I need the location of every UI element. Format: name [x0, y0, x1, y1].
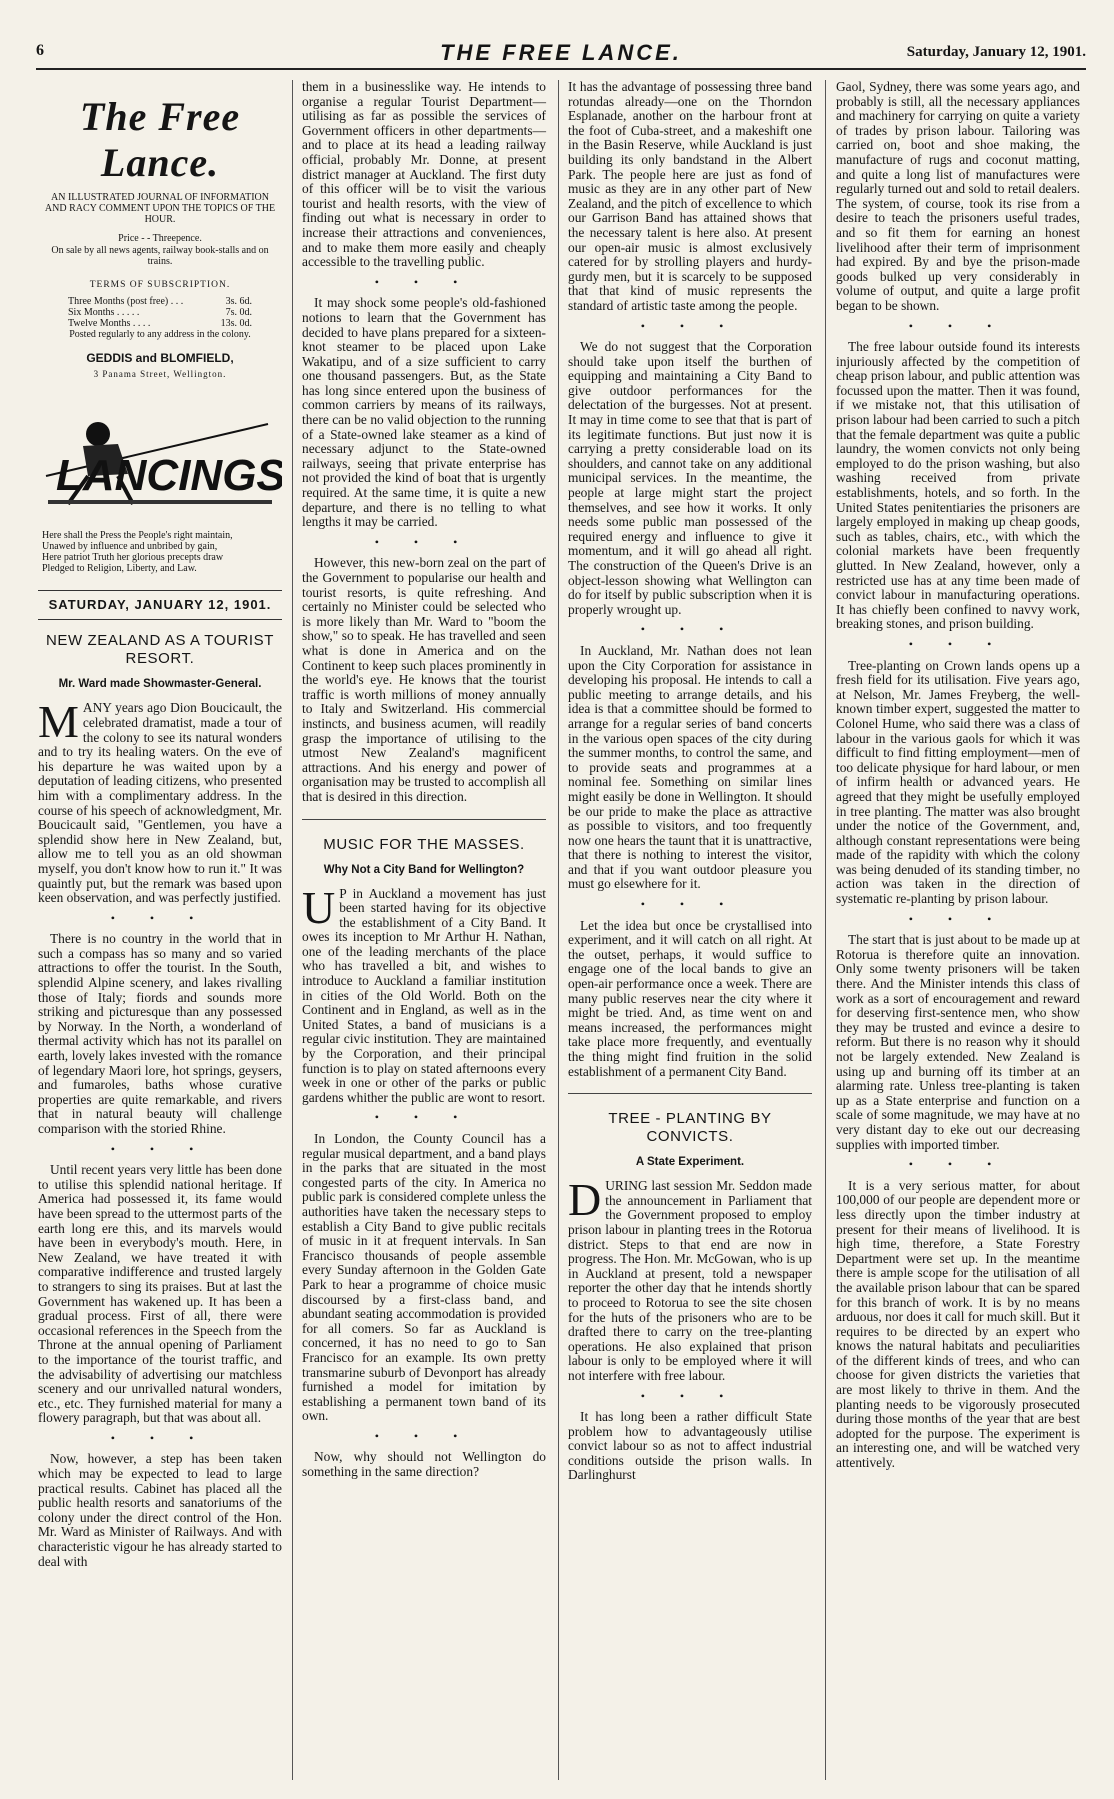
paragraph: It may shock some people's old-fashioned notions to learn that the Government has decided to have plans prepared for a sixteen-knot steamer to be placed upon Lake Wakatipu, and of a size sufficient to carry one thousand passengers. But, as the State has long since entered upon the business of common carriers by means of its railways, there can be no valid objection to the running of a State-owned lake steamer as a kind of necessary adjunct to the State-owned railways, seeing that private enterprise has not provided the kind of boat that is urgently required. At the same time, it is quite a new departure, and there is no telling to what lengths it may be carried.: [302, 295, 546, 530]
newspaper-title: THE FREE LANCE.: [440, 40, 682, 65]
separator-stars: • • •: [640, 897, 740, 912]
separator-stars: • • •: [908, 1157, 1008, 1172]
article-divider: [568, 1093, 812, 1094]
paragraph: P in Auckland a movement has just been started having for its objective the establishment of a City Band. It owes its inception to Mr Arthur H. Nathan, one of the leading merchants of the place who has travelled a bit, and wishes to introduce to Auckland a familiar institution in cities of the Old World. Both on the Continent and in England, as well as in the United States, a band of musicians is a regular civic institution. They are maintained by the Corporation, and their principal function is to play on stated afternoons every week in one or other of the parks or public gardens whither the public are wont to resort.: [302, 885, 546, 1105]
article-title: NEW ZEALAND AS A TOURIST RESORT.: [45, 632, 275, 668]
price: Price - - Threepence.: [118, 233, 202, 244]
lancings-title: LANCINGS: [56, 450, 282, 500]
paragraph: them in a businesslike way. He intends to organise a regular Tourist Department—utilising as far as possible the services of Government officers in other departments—and to place at its head a leading railway official, probably Mr. Donne, at present district manager at Auckland. The first duty of this officer will be to visit the various tourist and health resorts, with the view of finding out what is necessary in order to increase their attractions and conveniences, and to make them more easily and cheaply accessible to the travelling public.: [302, 79, 546, 270]
terms-note: Posted regularly to any address in the colony.: [69, 329, 251, 341]
paragraph: Now, why should not Wellington do something in the same direction?: [302, 1449, 546, 1480]
column-3: [568, 80, 812, 1483]
article-title: MUSIC FOR THE MASSES.: [323, 835, 525, 853]
separator-stars: • • •: [374, 274, 474, 289]
column-rule: [292, 80, 293, 1780]
separator-stars: • • •: [908, 636, 1008, 651]
paragraph: The start that is just about to be made up at Rotorua is therefore quite an innovation. Only some twenty prisoners will be taken there. And the Minister intends this class of work as a sort of encouragement and reward for deserving first-sentence men, who show they may be trusted and evince a desire to reform. But there is no reason why it should not be largely extended. New Zealand is using up and burning off its timber at an alarming rate. Unless tree-planting is taken up as a State enterprise and function on a scale of some magnitude, we may have at no very distant day to eke out our decreasing supplies with imported timber.: [836, 932, 1080, 1152]
terms-row: Three Months (post free) . . . 3s. 6d.: [68, 296, 252, 308]
column-4: [836, 80, 1080, 1471]
separator-stars: • • •: [908, 911, 1008, 926]
paragraph: It has long been a rather difficult State problem how to advantageously utilise convict labour so as not to affect industrial conditions outside the prison walls. In Darlinghurst: [568, 1409, 812, 1483]
separator-stars: • • •: [374, 1110, 474, 1125]
paragraph: ANY years ago Dion Boucicault, the celebrated dramatist, made a tour of the colony to see its natural wonders and to try its healing waters. On the eve of his departure he was waited upon by a deputation of leading citizens, who presented him with a complimentary address. In the course of his speech of acknowledgment, Mr. Boucicault said, "Gentlemen, you have a splendid show here in New Zealand, but, allow me to tell you as an old showman myself, you don't know how to run it." It was quaintly put, but the remark was based upon keen observation, and was perfectly justified.: [38, 700, 282, 906]
paragraph: Tree-planting on Crown lands opens up a fresh field for its utilisation. Five years ago, at Nelson, Mr. James Freyberg, the well-known timber expert, suggested the matter to Colonel Hume, who said there was a class of labour in the various gaols for which it was difficult to find fitting employment—men of too delicate physique for hard labour, or men of infirm health or advanced years. He agreed that they might be usefully employed in tree planting. The matter was also brought under the notice of the Government, and, although constant representations were being made of the rapidity with which the colony was being denuded of its standing timber, no action was taken in the direction of systematic re-planting by prison labour.: [836, 657, 1080, 907]
drop-cap: U: [302, 881, 336, 933]
article-divider: [302, 819, 546, 820]
paragraph: In Auckland, Mr. Nathan does not lean upon the City Corporation for assistance in developing his proposal. He intends to call a public meeting to arrange details, and his idea is that a committee should be formed to arrange for a regular series of band concerts in the various open spaces of the city during the summer months, to control the same, and to provide seats and programmes at a nominal fee. Something on similar lines might easily be done in Wellington. It should be our pride to make the place as attractive as possible to visitors, and too frequently now one hears the taunt that it is unattractive, that there is nothing to interest the visitor, and that if you want outdoor pleasure you must go elsewhere for it.: [568, 642, 812, 892]
paragraph: In London, the County Council has a regular musical department, and a band plays in the parks that are situated in the most congested parts of the city. In America no public park is considered complete unless the authorities have taken the necessary steps to establish a City Band to give public recitals of music in it at frequent intervals. In San Francisco thousands of people assemble every Sunday afternoon in the Golden Gate Park to hear a programme of choice music discoursed by a first-class band, and abundant seating accommodation is provided for all comers. So far as Auckland is concerned, it has no need to go to San Francisco for an example. Its own pretty transmarine suburb of Devonport has already furnished a model for imitation by establishing a permanent town band of its own.: [302, 1131, 546, 1424]
column-1: [38, 80, 282, 1569]
issue-date: Saturday, January 12, 1901.: [906, 44, 1086, 60]
article-subtitle: Why Not a City Band for Wellington?: [323, 863, 525, 876]
column-2: [302, 80, 546, 1480]
masthead: [38, 80, 282, 620]
terms-title: TERMS OF SUBSCRIPTION.: [89, 279, 231, 290]
publisher-address: 3 Panama Street, Wellington.: [93, 369, 227, 380]
masthead-poem: Here shall the Press the People's right maintain, Unawed by influence and unbribed by gain, Here patriot Truth her glorious precepts draw Pledged to Religion, Liberty, and Law.: [42, 529, 233, 574]
drop-cap: M: [38, 696, 79, 748]
masthead-logo: The Free Lance.: [79, 94, 241, 185]
paragraph: Now, however, a step has been taken which may be expected to lead to large practical results. Cabinet has placed all the public health resorts and sanatoriums of the colony under the direct control of the Hon. Mr. Ward as Minister of Railways. And with characteristic vigour he has already started to deal with: [38, 1451, 282, 1569]
separator-stars: • • •: [908, 318, 1008, 333]
publisher: GEDDIS and BLOMFIELD,: [86, 350, 234, 365]
separator-stars: • • •: [640, 1388, 740, 1403]
sale-info: On sale by all news agents, railway book-stalls and on trains.: [51, 244, 269, 267]
jester-lance-icon: [38, 404, 282, 522]
separator-stars: • • •: [110, 1430, 210, 1445]
paragraph: It is a very serious matter, for about 100,000 of our people are dependent more or less directly upon the timber industry at present for their means of livelihood. It is high time, therefore, a State Forestry Department were set up. In the meantime there is ample scope for the utilisation of all the available prison labour that can be spared for this branch of work. It is by no means arduous, nor does it call for much skill. But it requires to be directed by an expert who knows the natural habitats and peculiarities of the different kinds of trees, and who can choose for given districts the varieties that are most likely to thrive in them. And the planting needs to be vigorously prosecuted during those months of the year that are best adopted for the purpose. The experiment is an interesting one, and will be watched very attentively.: [836, 1177, 1080, 1471]
column-rule: [825, 80, 826, 1780]
page-header: [36, 40, 1086, 70]
page-number: 6: [36, 42, 44, 59]
paragraph: URING last session Mr. Seddon made the announcement in Parliament that the Government proposed to employ prison labour in planting trees in the Rotorua district. Steps to that end are now in progress. The Hon. Mr. McGowan, who is up in Auckland at present, told a newspaper reporter the other day that he intends shortly to proceed to Rotorua to see the site chosen for the huts of the prisoners who are to be drafted there to carry on the tree-planting operations. He also explained that prison labour is only to be employed where it will not interfere with free labour.: [568, 1178, 812, 1383]
column-rule: [558, 80, 559, 1780]
separator-stars: • • •: [640, 622, 740, 637]
terms-row: Twelve Months . . . . 13s. 0d.: [68, 318, 252, 330]
terms-row: Six Months . . . . . 7s. 0d.: [68, 307, 252, 319]
paragraph: Until recent years very little has been done to utilise this splendid national heritage. If America had possessed it, its fame would have been spread to the uttermost parts of the earth long ere this, and its marvels would have been in everybody's mouth. Here, in New Zealand, we have treated it with comparative indifference and trusted largely to strangers to sing its praises. But at last the Government has wakened up. It has been a gradual process. First of all, there were occasional references in the Speech from the Throne at the annual opening of Parliament to the importance of the tourist traffic, and the advisability of advertising our matchless scenery and our unrivalled natural wonders, etc., etc. They furnished material for many a flowery paragraph, but that was about all.: [38, 1162, 282, 1426]
paragraph: However, this new-born zeal on the part of the Government to popularise our health and tourist resorts, is quite refreshing. And certainly no Minister could be selected who is more likely than Mr. Ward to "boom the show," so to speak. He has travelled and seen what is done in America and on the Continent to keep such places prominently in the world's eye. He knows that the tourist traffic is worth millions of money annually to Italy and Switzerland. His commercial instincts, and business acumen, will readily grasp the importance of utilising to the utmost New Zealand's magnificent attractions. And his energy and power of organisation may be trusted to accomplish all that is desired in this direction.: [302, 555, 546, 804]
article-subtitle: A State Experiment.: [635, 1156, 745, 1169]
paragraph: There is no country in the world that in such a compass has so many and so varied attractions to offer the tourist. In the South, splendid Alpine scenery, and lakes rivalling those of Italy; fiords and sounds more striking and picturesque than any possessed by Norway. In the North, a wonderland of thermal activity which has not its parallel on earth, lovely lakes invested with the romance of legendary Maori lore, hot springs, geysers, and fumaroles, baths whose curative properties are quite remarkable, and rivers that in natural beauty will challenge comparison with the storied Rhine.: [38, 931, 282, 1136]
paragraph: The free labour outside found its interests injuriously affected by the competition of cheap prison labour, and public attention was focussed upon the matter. Then it was found, if we mistake not, that this utilisation of prison labour had been carried to such a pitch that the female department was quite a public laundry, the women convicts not only being employed to do the prison washing, but also washing received from private establishments, hotels, and so forth. In the United States penitentiaries the prisoners are largely employed in making up cheap goods, such as tables, chairs, etc., with which the colonial markets have been frequently glutted. In New Zealand, however, only a restricted use has at any time been made of convict labour in manufacturing operations. It has chiefly been confined to navvy work, breaking stones, and prison building.: [836, 339, 1080, 632]
lancings-illustration: [38, 404, 282, 522]
paragraph: It has the advantage of possessing three band rotundas already—one on the Thorndon Esplanade, another on the harbour front at the foot of Cuba-street, and a makeshift one in the Basin Reserve, while Auckland is just building its only bandstand in the Albert Park. The people here are just as fond of music as they are in any other part of New Zealand, and the pitch of excellence to which our Garrison Band has attained shows that the necessary talent is here also. At present our open-air music is almost exclusively catered for by strolling players and hurdy-gurdy men, but it is scarcely to be supposed that that kind of music represents the standard of artistic taste among the people.: [568, 79, 812, 313]
drop-cap: D: [568, 1174, 602, 1226]
separator-stars: • • •: [374, 534, 474, 549]
separator-stars: • • •: [110, 910, 210, 925]
separator-stars: • • •: [640, 318, 740, 333]
article-title: TREE - PLANTING BY CONVICTS.: [608, 1110, 772, 1146]
separator-stars: • • •: [110, 1141, 210, 1156]
article-subtitle: Mr. Ward made Showmaster-General.: [58, 678, 262, 691]
masthead-description: AN ILLUSTRATED JOURNAL OF INFORMATION AND RACY COMMENT UPON THE TOPICS OF THE HOUR.: [44, 192, 276, 225]
paragraph: Gaol, Sydney, there was some years ago, and probably is still, all the necessary appliances and machinery for carrying on quite a variety of trades by prison labour. Tailoring was carried on, boot and shoe making, the manufacture of rugs and coconut matting, and quite a long list of manufactures were regularly turned out and sold to retail dealers. The system, of course, took its rise from a desire to teach the prisoners useful trades, and so fit them for earning an honest livelihood after their term of imprisonment had expired. By and bye the prison-made goods bulked up very considerably in volume of output, and quite a large profit began to be shown.: [836, 79, 1080, 313]
terms-table: [68, 296, 252, 329]
paragraph: We do not suggest that the Corporation should take upon itself the burthen of equipping and maintaining a City Band to give outdoor performances for the delectation of the burgesses. Not at present. It may in time come to see that that is part of its legitimate functions. But just now it is carrying a pretty considerable load on its shoulders, and cannot take on any additional municipal services. In the meantime, the people at large might start the project themselves, and see how it works. It only needs some public man possessed of the required energy and influence to give it momentum, and it will go ahead all right. The construction of the Queen's Drive is an object-lesson showing what Wellington can do for itself by public subscription when it is properly wrought up.: [568, 339, 812, 617]
separator-stars: • • •: [374, 1428, 474, 1443]
dateline: SATURDAY, JANUARY 12, 1901.: [38, 590, 282, 621]
paragraph: Let the idea but once be crystallised into experiment, and it will catch on all right. At the outset, perhaps, it would suffice to engage one of the local bands to give an open-air performance once a week. There are many public reserves near the city where it might be tried. And, as time went on and means increased, the performances might take place more frequently, and eventually the thing might find fruition in the solid establishment of a permanent City Band.: [568, 917, 812, 1079]
